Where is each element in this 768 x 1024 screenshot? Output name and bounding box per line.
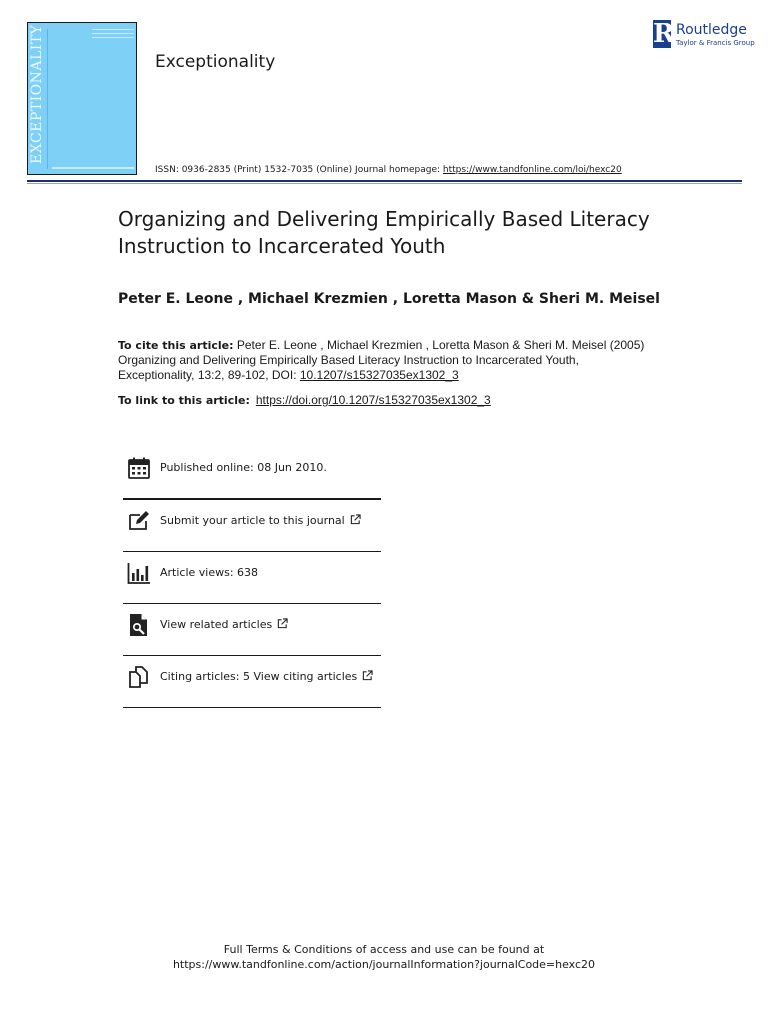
related-row[interactable] [123,604,381,656]
terms-url[interactable]: https://www.tandfonline.com/action/journalInformation?journalCode=hexc20 [172,958,596,971]
article-metrics [123,447,381,708]
calendar-icon [127,456,151,480]
publisher-name: Routledge [676,22,747,38]
external-link-icon [362,670,373,681]
article-doi-url[interactable]: https://doi.org/10.1207/s15327035ex1302_3 [255,393,491,407]
document-search-icon [127,613,151,637]
citing-articles-link[interactable] [160,670,373,683]
cover-masthead-lines [92,29,134,41]
copy-documents-icon [127,665,151,689]
issn-line [155,165,622,175]
publisher-logo [653,19,755,52]
header-rule [27,180,742,182]
terms-text: Full Terms & Conditions of access and use can be found at [223,943,545,956]
doi-link[interactable]: 10.1207/s15327035ex1302_3 [299,368,459,382]
article-title: Organizing and Delivering Empirically Based Literacy Instruction to Incarcerated Youth [118,207,650,258]
external-link-icon [350,514,361,525]
routledge-logo-icon: R [653,19,675,49]
external-link-icon [277,618,288,629]
journal-name: Exceptionality [155,52,276,72]
published-date: Published online: 08 Jun 2010. [160,461,327,474]
cite-text: Peter E. Leone , Michael Krezmien , Loretta Mason & Sheri M. Meisel (2005) Organizing and Delivering Empirically Based Literacy Instruction to Incarcerated Youth, Exceptionality, 13:2, 89-102, DOI: [118,338,645,382]
issn-text: ISSN: 0936-2835 (Print) 1532-7035 (Online) Journal homepage: [155,165,443,175]
view-related-articles-link[interactable] [160,618,288,631]
article-views: Article views: 638 [160,566,259,579]
journal-homepage-link[interactable]: https://www.tandfonline.com/loi/hexc20 [442,165,622,175]
cover-title: EXCEPTIONALITY [29,24,45,164]
submit-label: Submit your article to this journal [160,514,345,527]
edit-icon [127,509,151,533]
cite-label: To cite this article: [118,339,234,352]
cover-footer-line [52,167,134,169]
citing-row[interactable] [123,656,381,708]
article-authors: Peter E. Leone , Michael Krezmien , Loretta Mason & Sheri M. Meisel [118,291,660,307]
published-row [123,447,381,500]
citing-label: Citing articles: 5 View citing articles [160,670,358,683]
submit-article-link[interactable] [160,514,361,527]
related-label: View related articles [160,618,273,631]
header-rule-thin [27,183,742,184]
journal-cover [27,22,137,175]
article-link-line [118,393,491,407]
publisher-subtitle: Taylor & Francis Group [676,39,755,47]
link-label: To link to this article: [118,394,250,407]
views-row [123,552,381,604]
submit-row[interactable] [123,500,381,552]
citation-block [118,338,653,383]
terms-footer [0,942,768,972]
bar-chart-icon [127,561,151,585]
